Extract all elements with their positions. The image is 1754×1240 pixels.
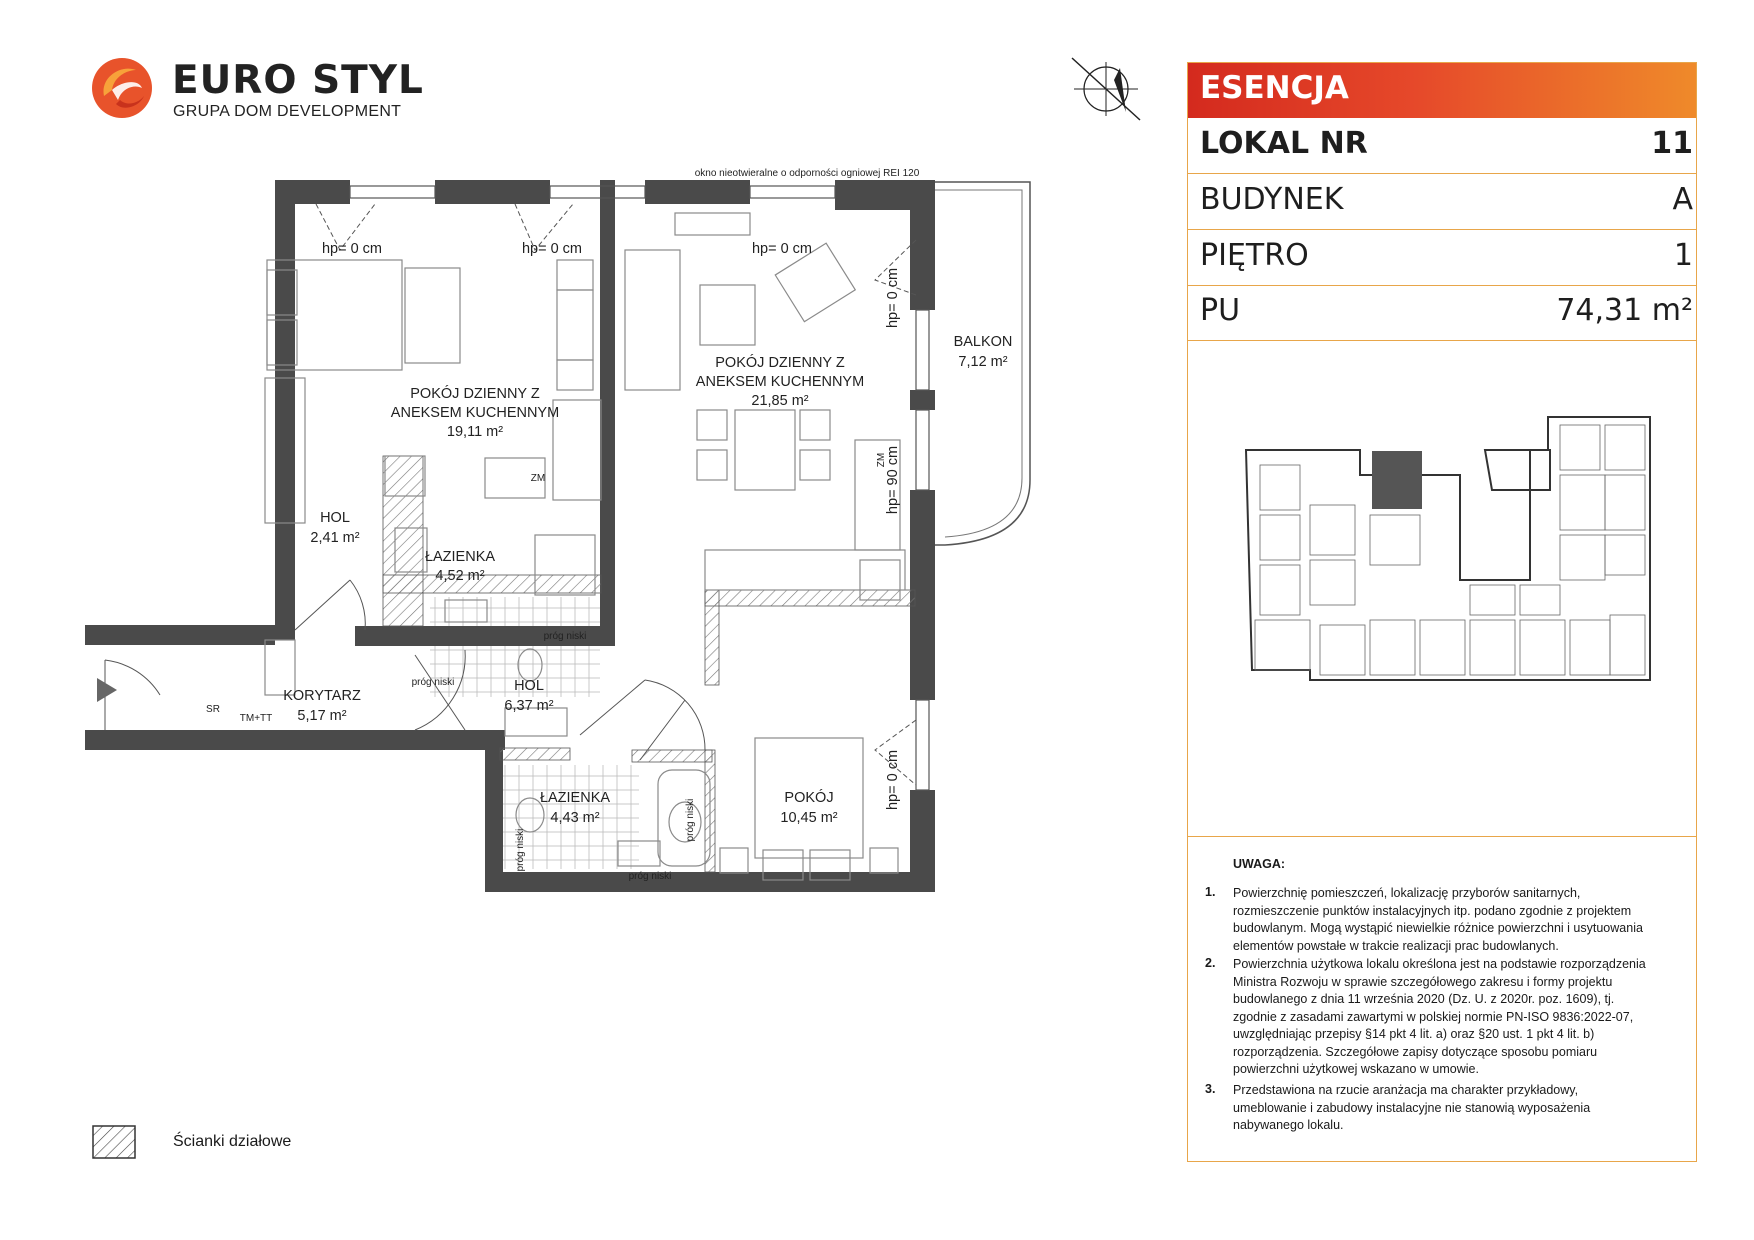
row-divider xyxy=(1188,836,1696,837)
room-name: BALKON xyxy=(953,334,1013,350)
row-divider xyxy=(1188,285,1696,286)
room-name: POKÓJ DZIENNY Z xyxy=(715,355,845,371)
meter-note: ZM xyxy=(530,473,546,484)
room-area: 6,37 m² xyxy=(504,698,554,714)
note-line: nabywanego lokalu. xyxy=(1233,1118,1344,1132)
note-line: rozporządzenia. Szczegółowe zapisy dotyczące sposobu pomiaru xyxy=(1233,1044,1598,1059)
meter-note: ZM xyxy=(876,452,887,468)
note-line: Powierzchnia użytkowa lokalu określona jest na podstawie rozporządzenia xyxy=(1233,957,1646,971)
threshold-note: próg niski xyxy=(515,828,526,872)
note-line: umeblowanie i zabudowy instalacyjne nie stanowią wyposażenia xyxy=(1233,1100,1591,1115)
notes-heading: UWAGA: xyxy=(1233,857,1286,871)
room-area: 10,45 m² xyxy=(780,810,838,826)
entrance-arrow-icon xyxy=(97,678,117,702)
room-name-2: ANEKSEM KUCHENNYM xyxy=(695,374,865,390)
room-name: POKÓJ DZIENNY Z xyxy=(410,386,540,402)
room-name: HOL xyxy=(320,510,350,526)
window-height-note: hp= 0 cm xyxy=(885,267,901,329)
room-name: ŁAZIENKA xyxy=(424,549,496,565)
unit-number-label: LOKAL NR xyxy=(1200,126,1368,161)
floor-label: PIĘTRO xyxy=(1200,238,1309,273)
note-number: 2. xyxy=(1205,956,1216,970)
threshold-note: próg niski xyxy=(543,631,587,642)
building-key-plan xyxy=(1230,415,1660,715)
area-value: 74,31 m² xyxy=(1556,293,1693,328)
room-area: 2,41 m² xyxy=(310,530,360,546)
cabinet-note: TM+TT xyxy=(239,713,273,724)
note-line: powierzchni użytkowej wskazano w umowie. xyxy=(1233,1062,1479,1076)
room-area: 5,17 m² xyxy=(297,708,347,724)
room-area: 4,52 m² xyxy=(435,568,485,584)
room-area: 7,12 m² xyxy=(958,354,1008,370)
threshold-note: próg niski xyxy=(628,871,672,882)
window-height-note: hp= 0 cm xyxy=(321,241,383,257)
room-area: 4,43 m² xyxy=(550,810,600,826)
note-text xyxy=(1233,956,1683,1079)
room-area: 19,11 m² xyxy=(446,424,504,440)
window-height-note: hp= 0 cm xyxy=(521,241,583,257)
legend-label: Ścianki działowe xyxy=(173,1133,292,1150)
note-line: Przedstawiona na rzucie aranżacja ma charakter przykładowy, xyxy=(1233,1083,1579,1097)
note-line: budowlanego z dnia 11 września 2020 (Dz. U. z 2020r. poz. 1609), tj. xyxy=(1233,992,1615,1006)
row-divider xyxy=(1188,173,1696,174)
room-name-2: ANEKSEM KUCHENNYM xyxy=(390,405,560,421)
apartment-floor-plan xyxy=(85,160,1065,1030)
building-label: BUDYNEK xyxy=(1200,182,1344,217)
investment-name: ESENCJA xyxy=(1200,70,1349,106)
room-name: KORYTARZ xyxy=(283,688,361,704)
note-line: rozmieszczenie punktów instalacyjnych itp. podano zgodnie z projektem xyxy=(1233,903,1632,918)
note-number: 1. xyxy=(1205,885,1216,899)
row-divider xyxy=(1188,229,1696,230)
note-text xyxy=(1233,1082,1683,1135)
room-area: 21,85 m² xyxy=(751,393,809,409)
room-name: HOL xyxy=(514,678,544,694)
room-name: ŁAZIENKA xyxy=(539,790,611,806)
area-label: PU xyxy=(1200,293,1241,328)
window-height-note: hp= 0 cm xyxy=(751,241,813,257)
note-line: uwzględniając przepisy §14 pkt 4 lit. a) oraz §20 ust. 1 pkt 4 lit. b) xyxy=(1233,1027,1595,1041)
highlighted-unit xyxy=(1372,451,1422,509)
building-value: A xyxy=(1672,182,1693,217)
note-line: budowlanym. Mogą wystąpić niewielkie różnice powierzchni i usytuowania xyxy=(1233,921,1643,935)
note-line: elementów powstałe w trakcie realizacji prac budowlanych. xyxy=(1233,938,1559,953)
north-compass-icon xyxy=(1068,56,1144,122)
eurostyl-logo-icon xyxy=(90,56,154,120)
window-height-note: hp= 0 cm xyxy=(885,749,901,811)
windows xyxy=(350,186,929,790)
threshold-note: próg niski xyxy=(685,798,696,842)
brand-name: EURO STYL xyxy=(172,58,424,103)
row-divider xyxy=(1188,340,1696,341)
note-line: Powierzchnię pomieszczeń, lokalizację przyborów sanitarnych, xyxy=(1233,886,1581,900)
cabinet-note: SR xyxy=(206,704,220,715)
room-name: POKÓJ xyxy=(784,790,834,806)
unit-number-value: 11 xyxy=(1651,126,1693,161)
threshold-note: próg niski xyxy=(411,677,455,688)
note-text xyxy=(1233,885,1683,955)
floor-value: 1 xyxy=(1673,238,1693,273)
brand-subtitle: GRUPA DOM DEVELOPMENT xyxy=(173,103,402,120)
partition-wall-legend-icon xyxy=(92,1125,136,1159)
window-note: okno nieotwieralne o odporności ogniowej REI 120 xyxy=(694,168,920,179)
note-line: Ministra Rozwoju w sprawie szczegółowego zakresu i formy projektu xyxy=(1233,974,1613,989)
note-line: zgodnie z zasadami zawartymi w polskiej normie PN-ISO 9836:2022-07, xyxy=(1233,1009,1634,1024)
note-number: 3. xyxy=(1205,1082,1216,1096)
window-height-note: hp= 90 cm xyxy=(885,445,901,515)
